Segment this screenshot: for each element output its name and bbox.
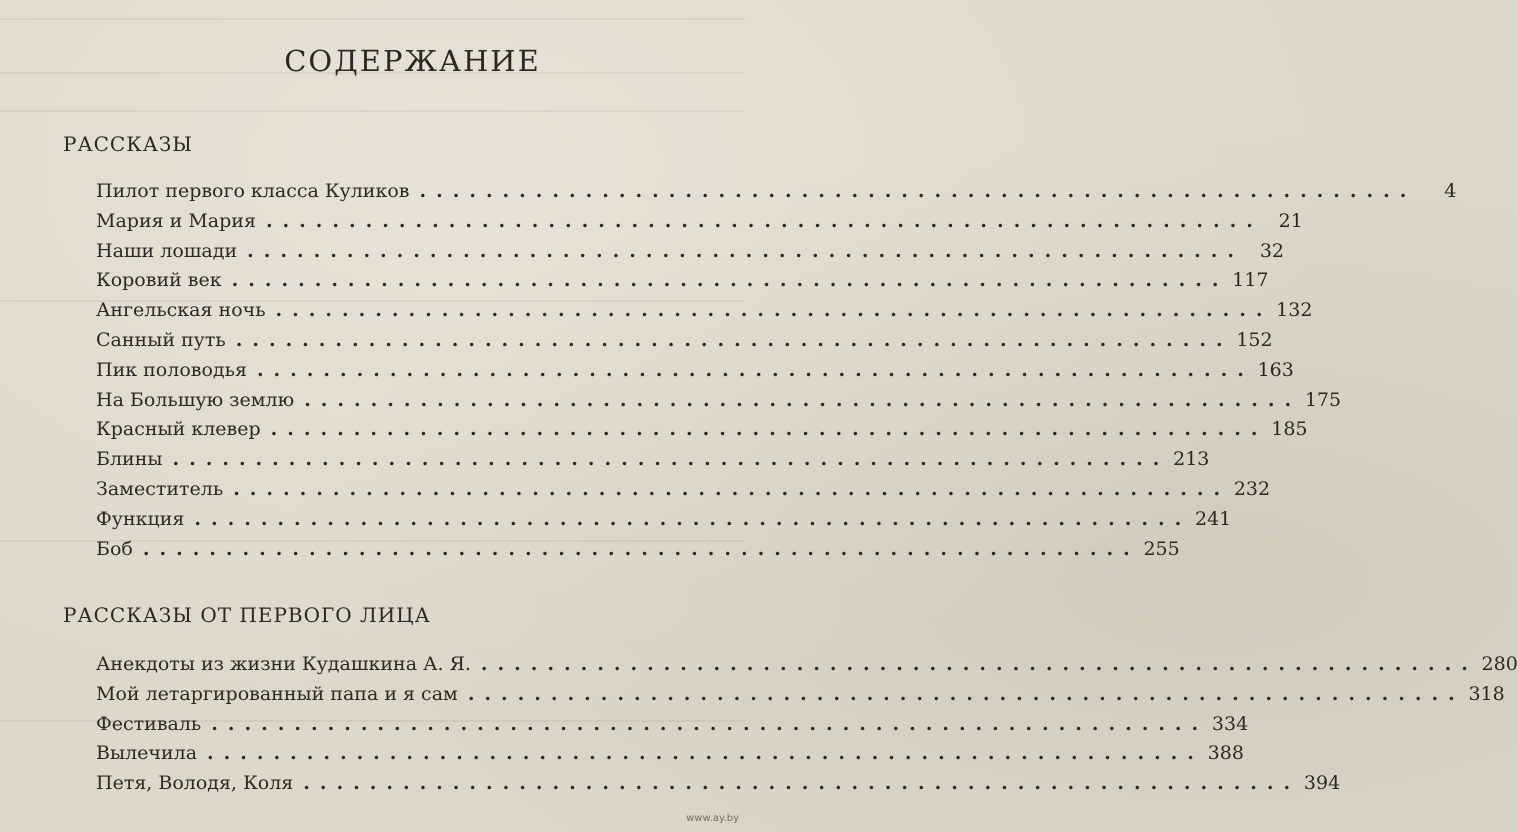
toc-entry-page: 213 (1173, 448, 1210, 471)
toc-entry-title: Мой летаргированный папа и я сам (96, 682, 458, 705)
toc-list-stories (96, 177, 1457, 564)
toc-leader-dots: ............................................................ (419, 180, 1417, 202)
toc-leader-dots: ............................................................ (172, 448, 1170, 471)
show-through-line (0, 18, 745, 20)
toc-entry-page: 280 (1481, 653, 1518, 675)
toc-entry (96, 326, 1273, 356)
toc-entry-title: Красный клевер (96, 418, 261, 441)
toc-entry-title: Наши лошади (96, 239, 238, 262)
toc-entry-page: 388 (1207, 742, 1244, 765)
section-heading-stories: РАССКАЗЫ (63, 132, 193, 156)
toc-leader-dots: ............................................................ (231, 269, 1229, 292)
toc-entry-page: 334 (1211, 712, 1249, 735)
toc-entry-title: На Большую землю (96, 388, 295, 411)
toc-leader-dots: ............................................................ (467, 682, 1465, 705)
toc-entry-page: 255 (1143, 537, 1180, 560)
toc-leader-dots: ............................................................ (480, 653, 1478, 675)
toc-entry (96, 266, 1269, 296)
toc-entry (96, 739, 1244, 769)
toc-entry-title: Мария и Мария (96, 209, 256, 232)
toc-entry-title: Заместитель (96, 477, 224, 500)
toc-leader-dots: ............................................................ (211, 712, 1209, 735)
toc-entry-title: Пик половодья (96, 358, 247, 381)
toc-entry-title: Вылечила (96, 742, 198, 765)
toc-entry-page: 318 (1468, 682, 1505, 705)
toc-leader-dots: ............................................................ (304, 388, 1302, 411)
toc-leader-dots: ............................................................ (265, 209, 1263, 232)
toc-leader-dots: ............................................................ (303, 772, 1301, 795)
toc-leader-dots: ............................................................ (270, 418, 1268, 441)
toc-entry-title: Ангельская ночь (96, 299, 266, 322)
toc-entry-title: Анекдоты из жизни Кудашкина А. Я. (96, 653, 471, 675)
toc-entry-page: 185 (1271, 418, 1308, 441)
toc-entry (96, 680, 1505, 710)
toc-entry (96, 296, 1313, 326)
toc-leader-dots: ............................................................ (194, 507, 1192, 530)
toc-entry (96, 505, 1232, 535)
toc-entry-page: 175 (1304, 388, 1342, 411)
toc-entry (96, 535, 1180, 565)
toc-leader-dots: ............................................................ (247, 239, 1245, 262)
toc-entry (96, 415, 1308, 445)
toc-entry-page: 232 (1233, 477, 1271, 500)
toc-leader-dots: ............................................................ (207, 742, 1204, 765)
toc-entry (96, 710, 1249, 740)
toc-entry (96, 445, 1210, 475)
toc-entry-title: Блины (96, 448, 163, 471)
toc-entry-title: Петя, Володя, Коля (96, 772, 294, 795)
toc-entry-title: Санный путь (96, 328, 226, 351)
toc-entry (96, 769, 1341, 799)
page-title: СОДЕРЖАНИЕ (284, 44, 541, 78)
toc-entry-title: Функция (96, 507, 185, 530)
toc-entry-page: 152 (1236, 328, 1273, 351)
toc-leader-dots: ............................................................ (275, 299, 1273, 322)
toc-leader-dots: ............................................................ (256, 358, 1254, 381)
toc-list-first-person (96, 650, 1518, 799)
toc-entry-title: Боб (96, 537, 133, 560)
toc-entry (96, 386, 1342, 416)
toc-entry (96, 650, 1518, 680)
toc-entry-page: 394 (1303, 772, 1341, 795)
toc-entry (96, 177, 1457, 207)
toc-entry-page: 132 (1276, 299, 1313, 322)
toc-entry-page: 241 (1194, 507, 1232, 530)
toc-entry (96, 475, 1271, 505)
toc-entry (96, 237, 1285, 267)
section-heading-first-person: РАССКАЗЫ ОТ ПЕРВОГО ЛИЦА (63, 603, 431, 627)
toc-entry-page: 163 (1257, 358, 1294, 381)
toc-entry-title: Пилот первого класса Куликов (96, 180, 410, 202)
toc-entry-page: 4 (1444, 180, 1457, 202)
toc-entry (96, 207, 1303, 237)
toc-leader-dots: ............................................................ (233, 477, 1231, 500)
show-through-line (0, 110, 745, 112)
watermark: www.ay.by (686, 813, 739, 824)
toc-entry-page: 32 (1259, 239, 1285, 262)
toc-entry-page: 117 (1232, 269, 1269, 292)
toc-entry (96, 356, 1294, 386)
toc-entry-title: Коровий век (96, 269, 222, 292)
toc-entry-page: 21 (1278, 209, 1303, 232)
toc-entry-title: Фестиваль (96, 712, 202, 735)
toc-leader-dots: ............................................................ (235, 328, 1233, 351)
toc-leader-dots: ............................................................ (142, 537, 1140, 560)
